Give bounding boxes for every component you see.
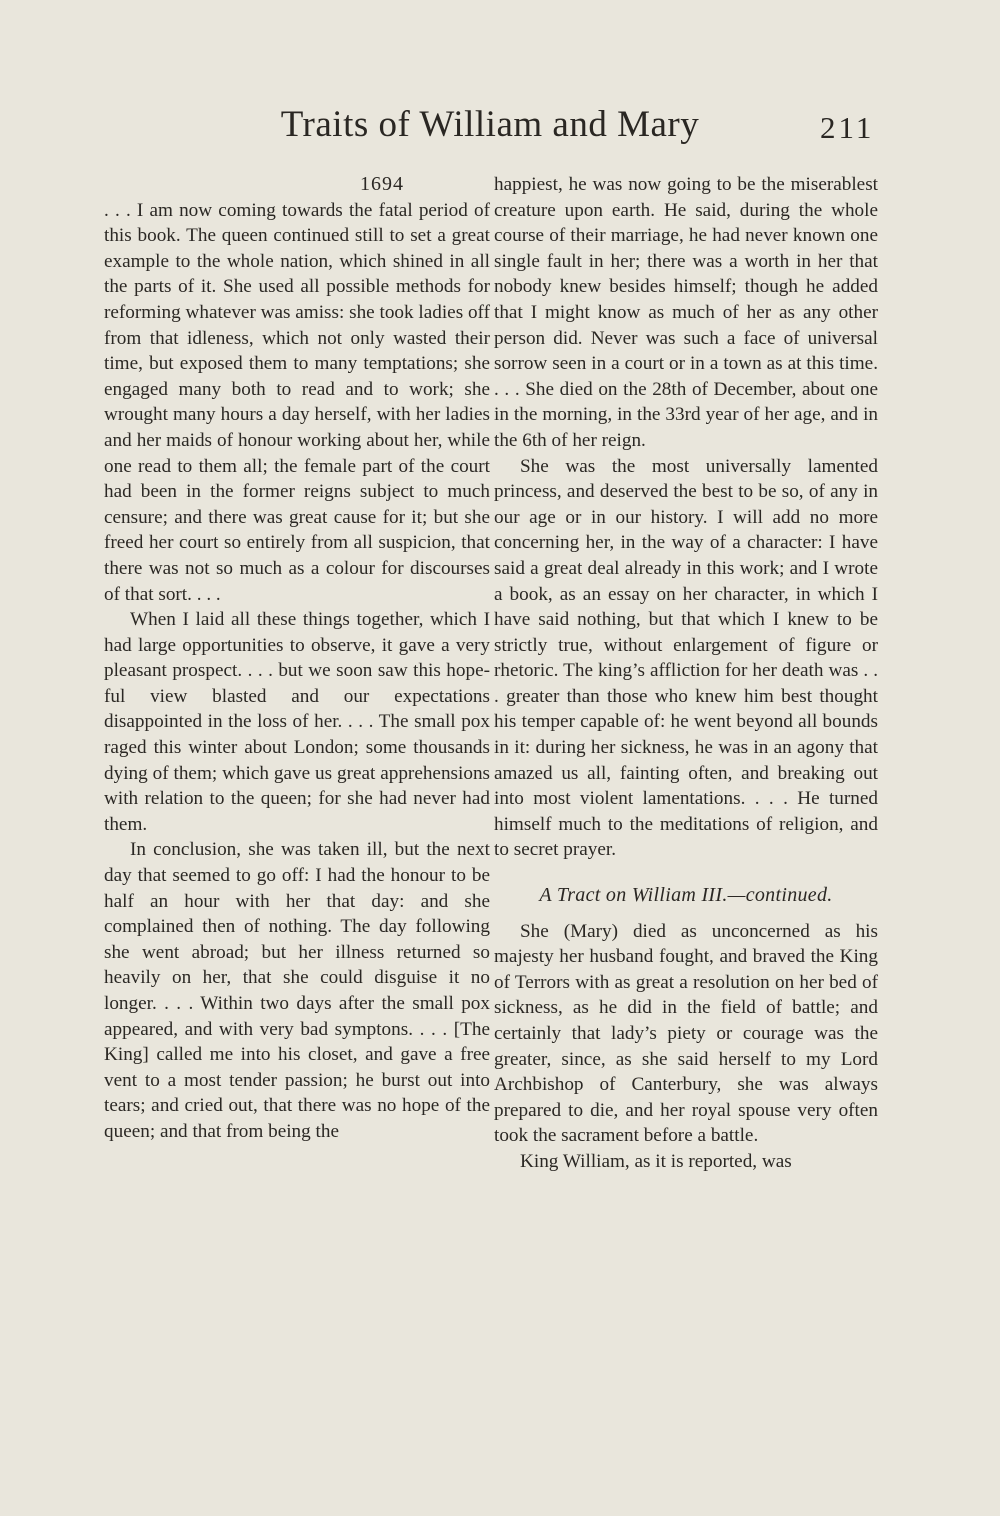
page-number: 211 bbox=[820, 110, 875, 145]
paragraph: . . . I am now coming towards the fatal period of this book. The queen continued still to set a great example to the whole nation, which shined in all the parts of it. She used all possible methods for reforming whatever was amiss: she took ladies off from that idleness, which not only wasted their time, but exposed them to many temptations; she engaged many both to read and to work; she wrought many hours a day herself, with her ladies and her maids of honour working about her, while one read to them all; the female part of the court had been in the former reigns subject to much censure; and there was great cause for it; but she freed her court so entirely from all suspicion, that there was not so much as a colour for discourses of that sort. . . . bbox=[104, 199, 490, 605]
paragraph: She was the most universally lamented princess, and deserved the best to be so, of any in our age or in our history. I will add no more concerning her, in the way of a character: I have said a great deal already in this work; and I wrote a book, as an essay on her character, in which I have said nothing, but that which I knew to be strictly true, without enlargement of figure or rhetoric. The king’s affliction for her death was . . . greater than those who knew him best thought his temper capable of: he went beyond all bounds in it: during her sickness, he was in an agony that amazed us all, fainting often, and breaking out into most violent lamentations. . . . He turned himself much to the meditations of religion, and to secret prayer. bbox=[494, 455, 878, 861]
paragraph: In conclusion, she was taken ill, but the next day that seemed to go off: I had the honour to be half an hour with her that day: and she complained then of nothing. The day following she went abroad; but her illness returned so heavily on her, that she could disguise it no longer. . . . Within two days after the small pox appeared, and with very bad symptons. . . . [The King] called me into his closet, and gave a free vent to a most tender passion; he burst out into tears; and cried out, that there was no hope of the queen; and that from being the bbox=[104, 839, 490, 1142]
paragraph: When I laid all these things together, which I had large opportunities to observe, it gave a very pleasant prospect. . . . but we soon saw this hopeful view blasted and our expectations disappointed in the loss of her. . . . The small pox raged this winter about London; some thousands dying of them; which gave us great apprehensions with relation to the queen; for she had never had them. bbox=[104, 609, 490, 835]
running-title: Traits of William and Mary bbox=[280, 104, 700, 145]
left-column bbox=[104, 172, 490, 1145]
paragraph: happiest, he was now going to be the miserablest creature upon earth. He said, during the whole course of their marriage, he had never known one single fault in her; there was a worth in her that nobody knew besides himself; though he added that I might know as much of her as any other person did. Never was such a face of universal sorrow seen in a court or in a town as at this time. . . . She died on the 28th of December, about one in the morning, in the 33rd year of her age, and in the 6th of her reign. bbox=[494, 174, 878, 451]
paragraph: She (Mary) died as unconcerned as his majesty her husband fought, and braved the King of Terrors with as great a resolution on her bed of sickness, as he did in the field of battle; and certainly that lady’s piety or courage was the greater, since, as she said herself to my Lord Archbishop of Canterbury, she was always prepared to die, and her royal spouse very often took the sacrament before a battle. bbox=[494, 920, 878, 1147]
right-column bbox=[494, 172, 878, 1175]
year-heading: 1694 bbox=[360, 173, 404, 195]
paragraph: King William, as it is reported, was bbox=[520, 1150, 792, 1172]
section-heading: A Tract on William III.—continued. bbox=[539, 884, 833, 907]
